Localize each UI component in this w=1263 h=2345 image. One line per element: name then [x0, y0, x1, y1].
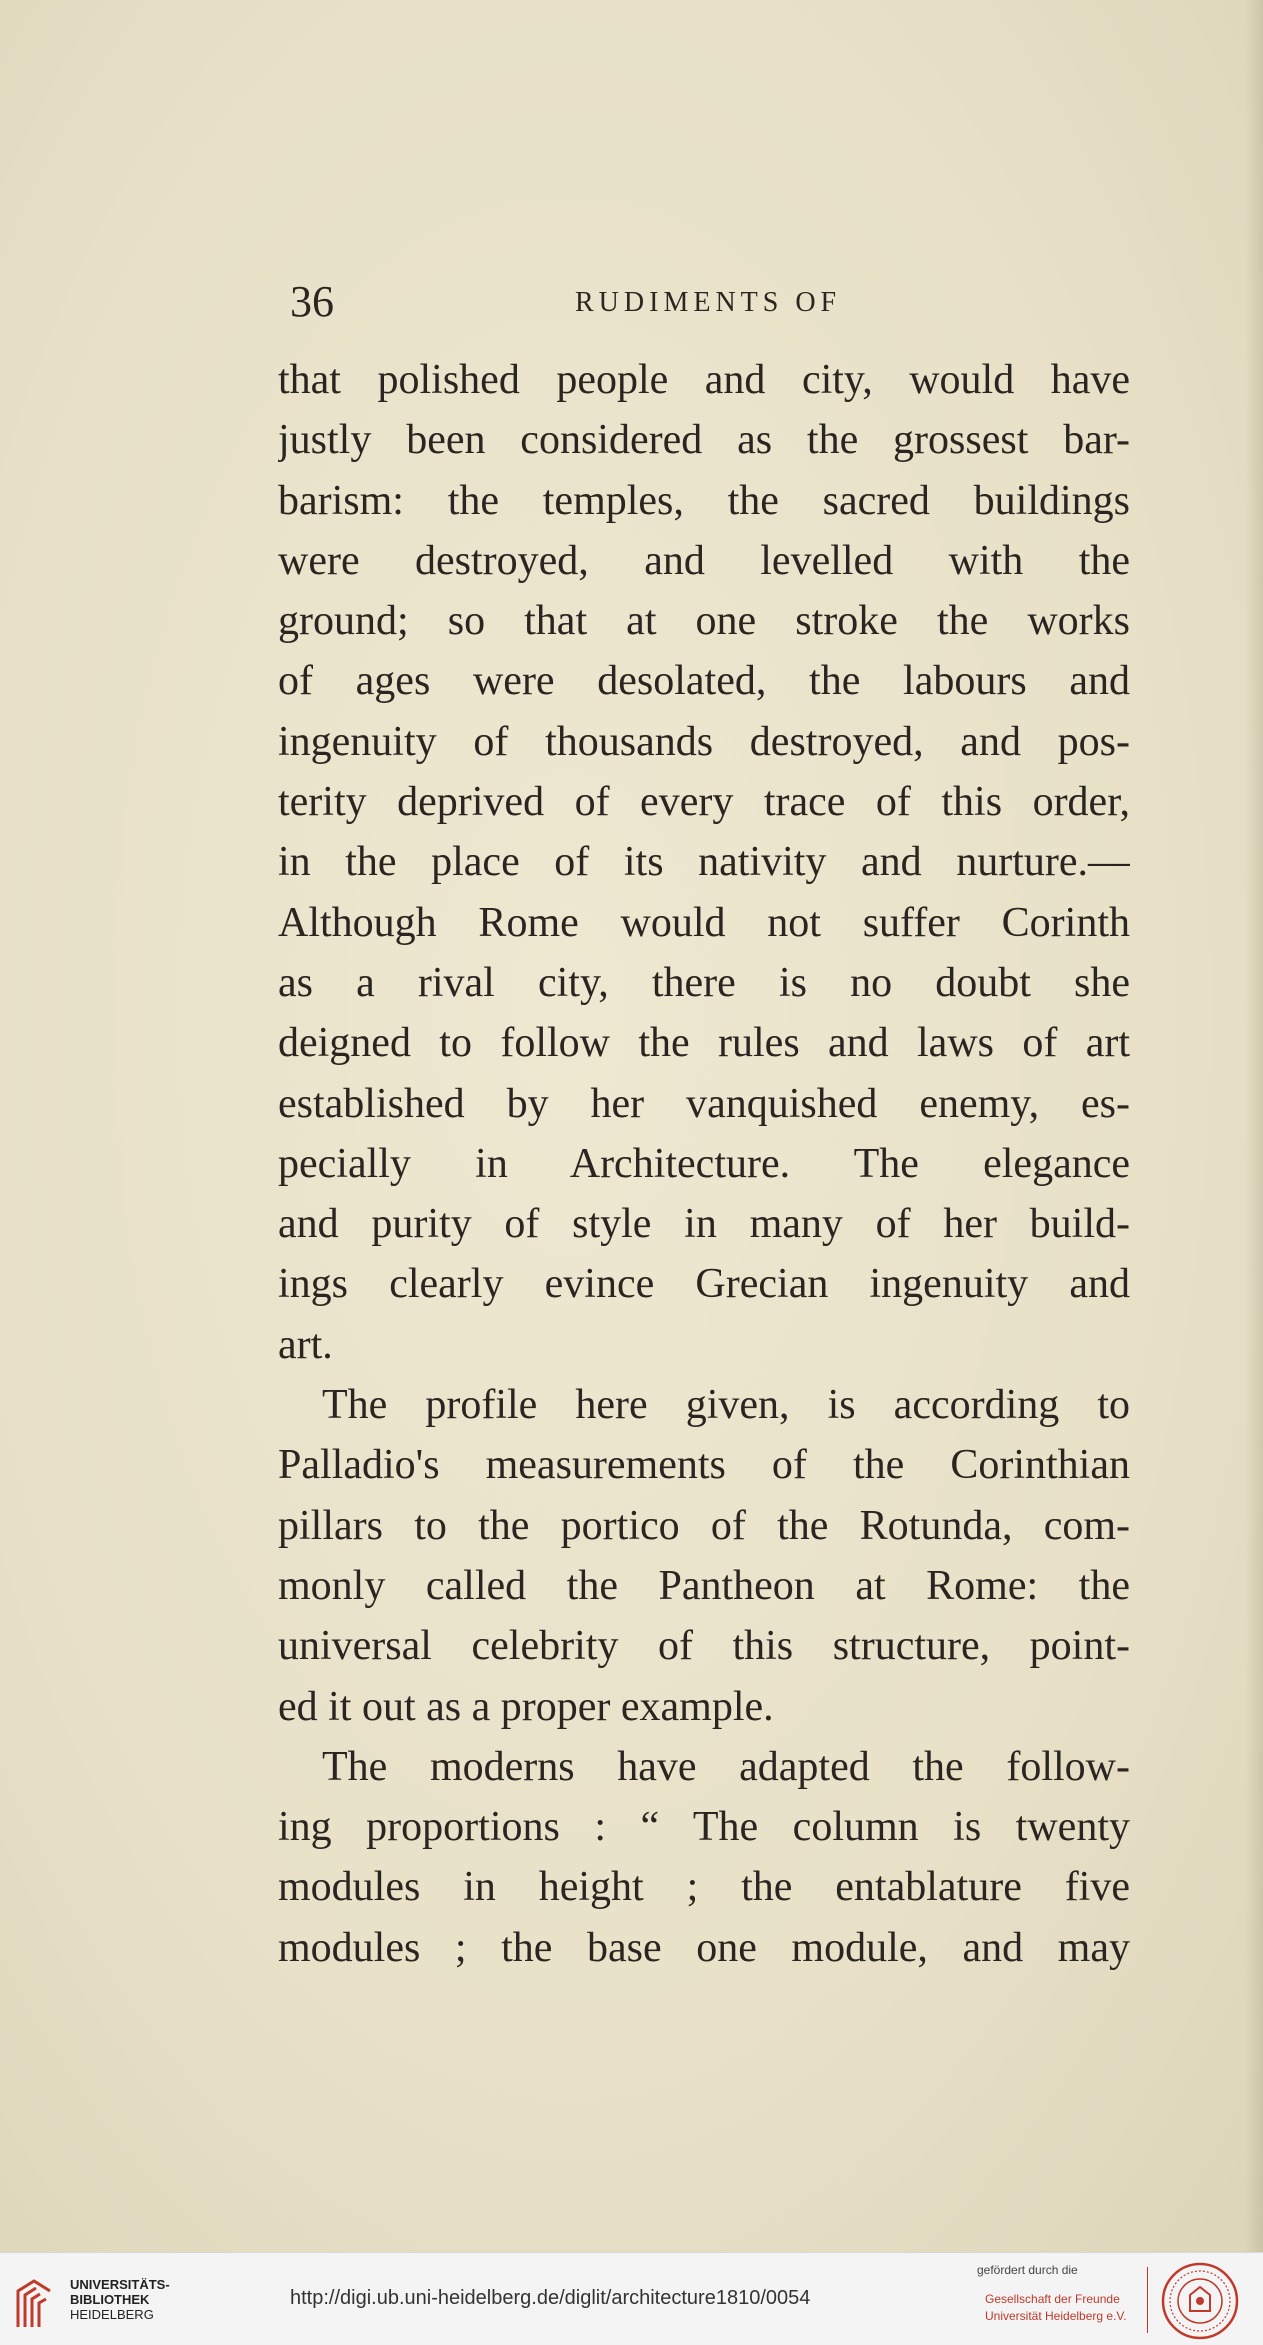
text-line: Palladio's measurements of the Corinthian [278, 1442, 1130, 1489]
text-line: deigned to follow the rules and laws of art [278, 1020, 1130, 1067]
sponsor-label: gefördert durch die [977, 2263, 1078, 2277]
text-line: barism: the temples, the sacred buildings [278, 477, 1130, 524]
text-line: pecially in Architecture. The elegance [278, 1140, 1130, 1187]
sponsor-line-1: Gesellschaft der Freunde [985, 2292, 1120, 2306]
sponsor-name[interactable] [985, 2291, 1127, 2325]
text-line: The moderns have adapted the follow- [322, 1743, 1130, 1790]
ub-heidelberg-logo-icon[interactable] [14, 2277, 54, 2331]
library-line-2: BIBLIOTHEK [70, 2292, 150, 2307]
text-line: monly called the Pantheon at Rome: the [278, 1562, 1130, 1609]
permalink-url[interactable]: http://digi.ub.uni-heidelberg.de/diglit/architecture1810/0054 [290, 2287, 811, 2309]
text-line: that polished people and city, would have [278, 357, 1130, 403]
text-line: The profile here given, is according to [322, 1382, 1130, 1429]
page-edge-shadow [1245, 0, 1263, 2252]
page-number: 36 [290, 277, 334, 326]
text-line: established by her vanquished enemy, es- [278, 1080, 1130, 1127]
text-line: were destroyed, and levelled with the [278, 537, 1130, 584]
library-line-1: UNIVERSITÄTS- [70, 2277, 170, 2292]
text-line: and purity of style in many of her build- [278, 1201, 1130, 1248]
footer-divider [1147, 2267, 1148, 2333]
text-line: art. [278, 1321, 333, 1368]
text-line: in the place of its nativity and nurture.— [278, 839, 1130, 886]
text-line: pillars to the portico of the Rotunda, com- [278, 1502, 1130, 1549]
text-line: universal celebrity of this structure, point- [278, 1623, 1130, 1670]
text-line: modules in height ; the entablature five [278, 1864, 1130, 1911]
text-line: modules ; the base one module, and may [278, 1924, 1130, 1971]
text-line: ingenuity of thousands destroyed, and pos- [278, 718, 1130, 765]
university-seal-icon [1160, 2261, 1240, 2341]
text-line: justly been considered as the grossest bar- [278, 417, 1130, 464]
sponsor-line-2: Universität Heidelberg e.V. [985, 2309, 1127, 2323]
text-line: terity deprived of every trace of this order, [278, 779, 1130, 826]
text-line: ing proportions : “ The column is twenty [278, 1804, 1130, 1851]
text-line: Although Rome would not suffer Corinth [278, 899, 1130, 946]
text-line: of ages were desolated, the labours and [278, 658, 1130, 705]
library-name [70, 2277, 170, 2322]
running-head-title: RUDIMENTS OF [575, 287, 842, 318]
text-line: ings clearly evince Grecian ingenuity and [278, 1261, 1130, 1308]
viewer-footer [0, 2252, 1263, 2345]
body-text [278, 350, 1130, 1978]
text-line: as a rival city, there is no doubt she [278, 959, 1130, 1006]
library-line-3: HEIDELBERG [70, 2307, 154, 2322]
running-head [290, 272, 1150, 332]
text-line: ground; so that at one stroke the works [278, 598, 1130, 645]
text-line: ed it out as a proper example. [278, 1683, 774, 1730]
